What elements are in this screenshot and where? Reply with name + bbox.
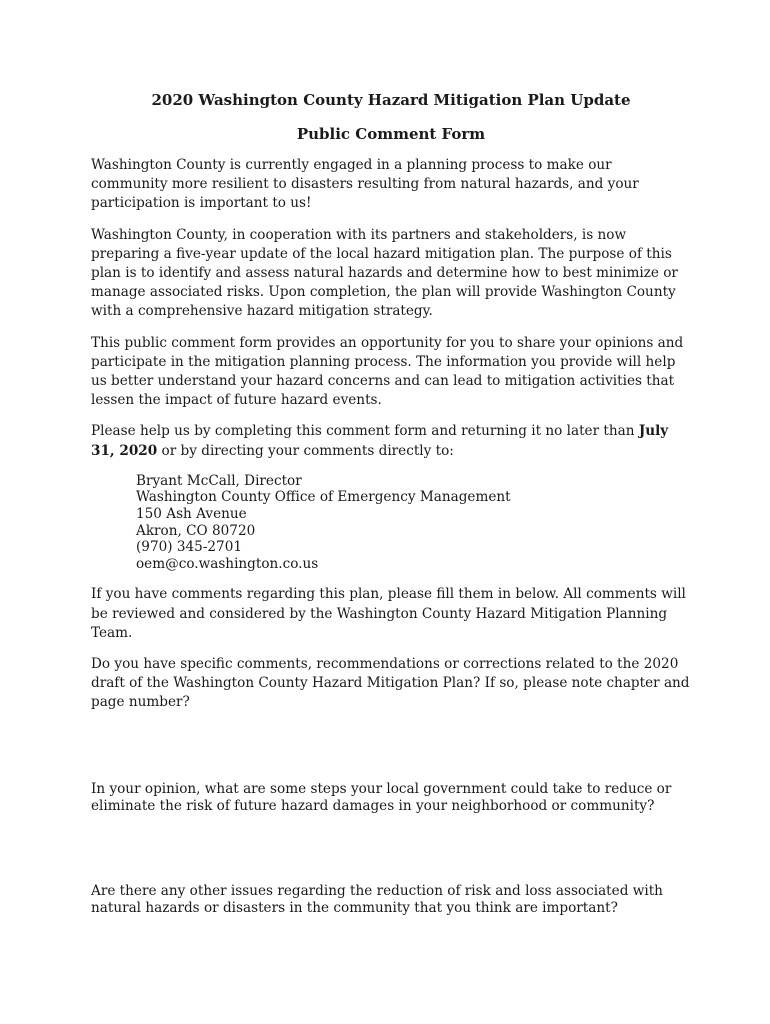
intro-paragraph: Washington County is currently engaged in a planning process to make our community more resilient to disasters resulting from natural hazards, and your participation is important to us! — [91, 157, 639, 212]
contact-office: Washington County Office of Emergency Management — [136, 489, 511, 506]
deadline-text-after: or by directing your comments directly to: — [157, 442, 454, 459]
contact-phone: (970) 345-2701 — [136, 539, 243, 556]
form-purpose-paragraph: This public comment form provides an opportunity for you to share your opinions and participate in the mitigation planning process. The information you provide will help us better understand your hazard concerns and can lead to mitigation activities that lessen the impact of future hazard events. — [91, 334, 684, 409]
document-subtitle: Public Comment Form — [296, 125, 486, 143]
document-page — [91, 88, 691, 917]
plan-purpose-paragraph: Washington County, in cooperation with its partners and stakeholders, is now preparing a five-year update of the local hazard mitigation plan. The purpose of this plan is to identify and assess natural hazards and determine how to best minimize or manage associated risks. Upon completion, the plan will provide Washington County with a comprehensive hazard mitigation strategy. — [91, 226, 678, 320]
document-title: 2020 Washington County Hazard Mitigation Plan Update — [151, 91, 631, 109]
contact-email: oem@co.washington.co.us — [136, 555, 319, 572]
contact-city: Akron, CO 80720 — [136, 522, 256, 539]
deadline-date: July 31, 2020 — [91, 423, 669, 459]
contact-name: Bryant McCall, Director — [136, 472, 302, 489]
question-2: In your opinion, what are some steps your local government could take to reduce or eliminate the risk of future hazard damages in your neighborhood or community? — [91, 780, 672, 814]
question-1: Do you have specific comments, recommendations or corrections related to the 2020 draft of the Washington County Hazard Mitigation Plan? If so, please note chapter and page number? — [91, 656, 690, 711]
question-3: Are there any other issues regarding the reduction of risk and loss associated with natural hazards or disasters in the community that you think are important? — [91, 882, 663, 916]
deadline-text-before: Please help us by completing this comment form and returning it no later than — [91, 423, 639, 440]
answer-space-1[interactable] — [91, 713, 691, 781]
comments-instructions-paragraph: If you have comments regarding this plan, please fill them in below. All comments will be reviewed and considered by the Washington County Hazard Mitigation Planning Team. — [91, 586, 686, 641]
answer-space-2[interactable] — [91, 815, 691, 883]
deadline-paragraph — [91, 422, 691, 460]
contact-street: 150 Ash Avenue — [136, 506, 247, 523]
contact-address-block — [136, 473, 691, 573]
